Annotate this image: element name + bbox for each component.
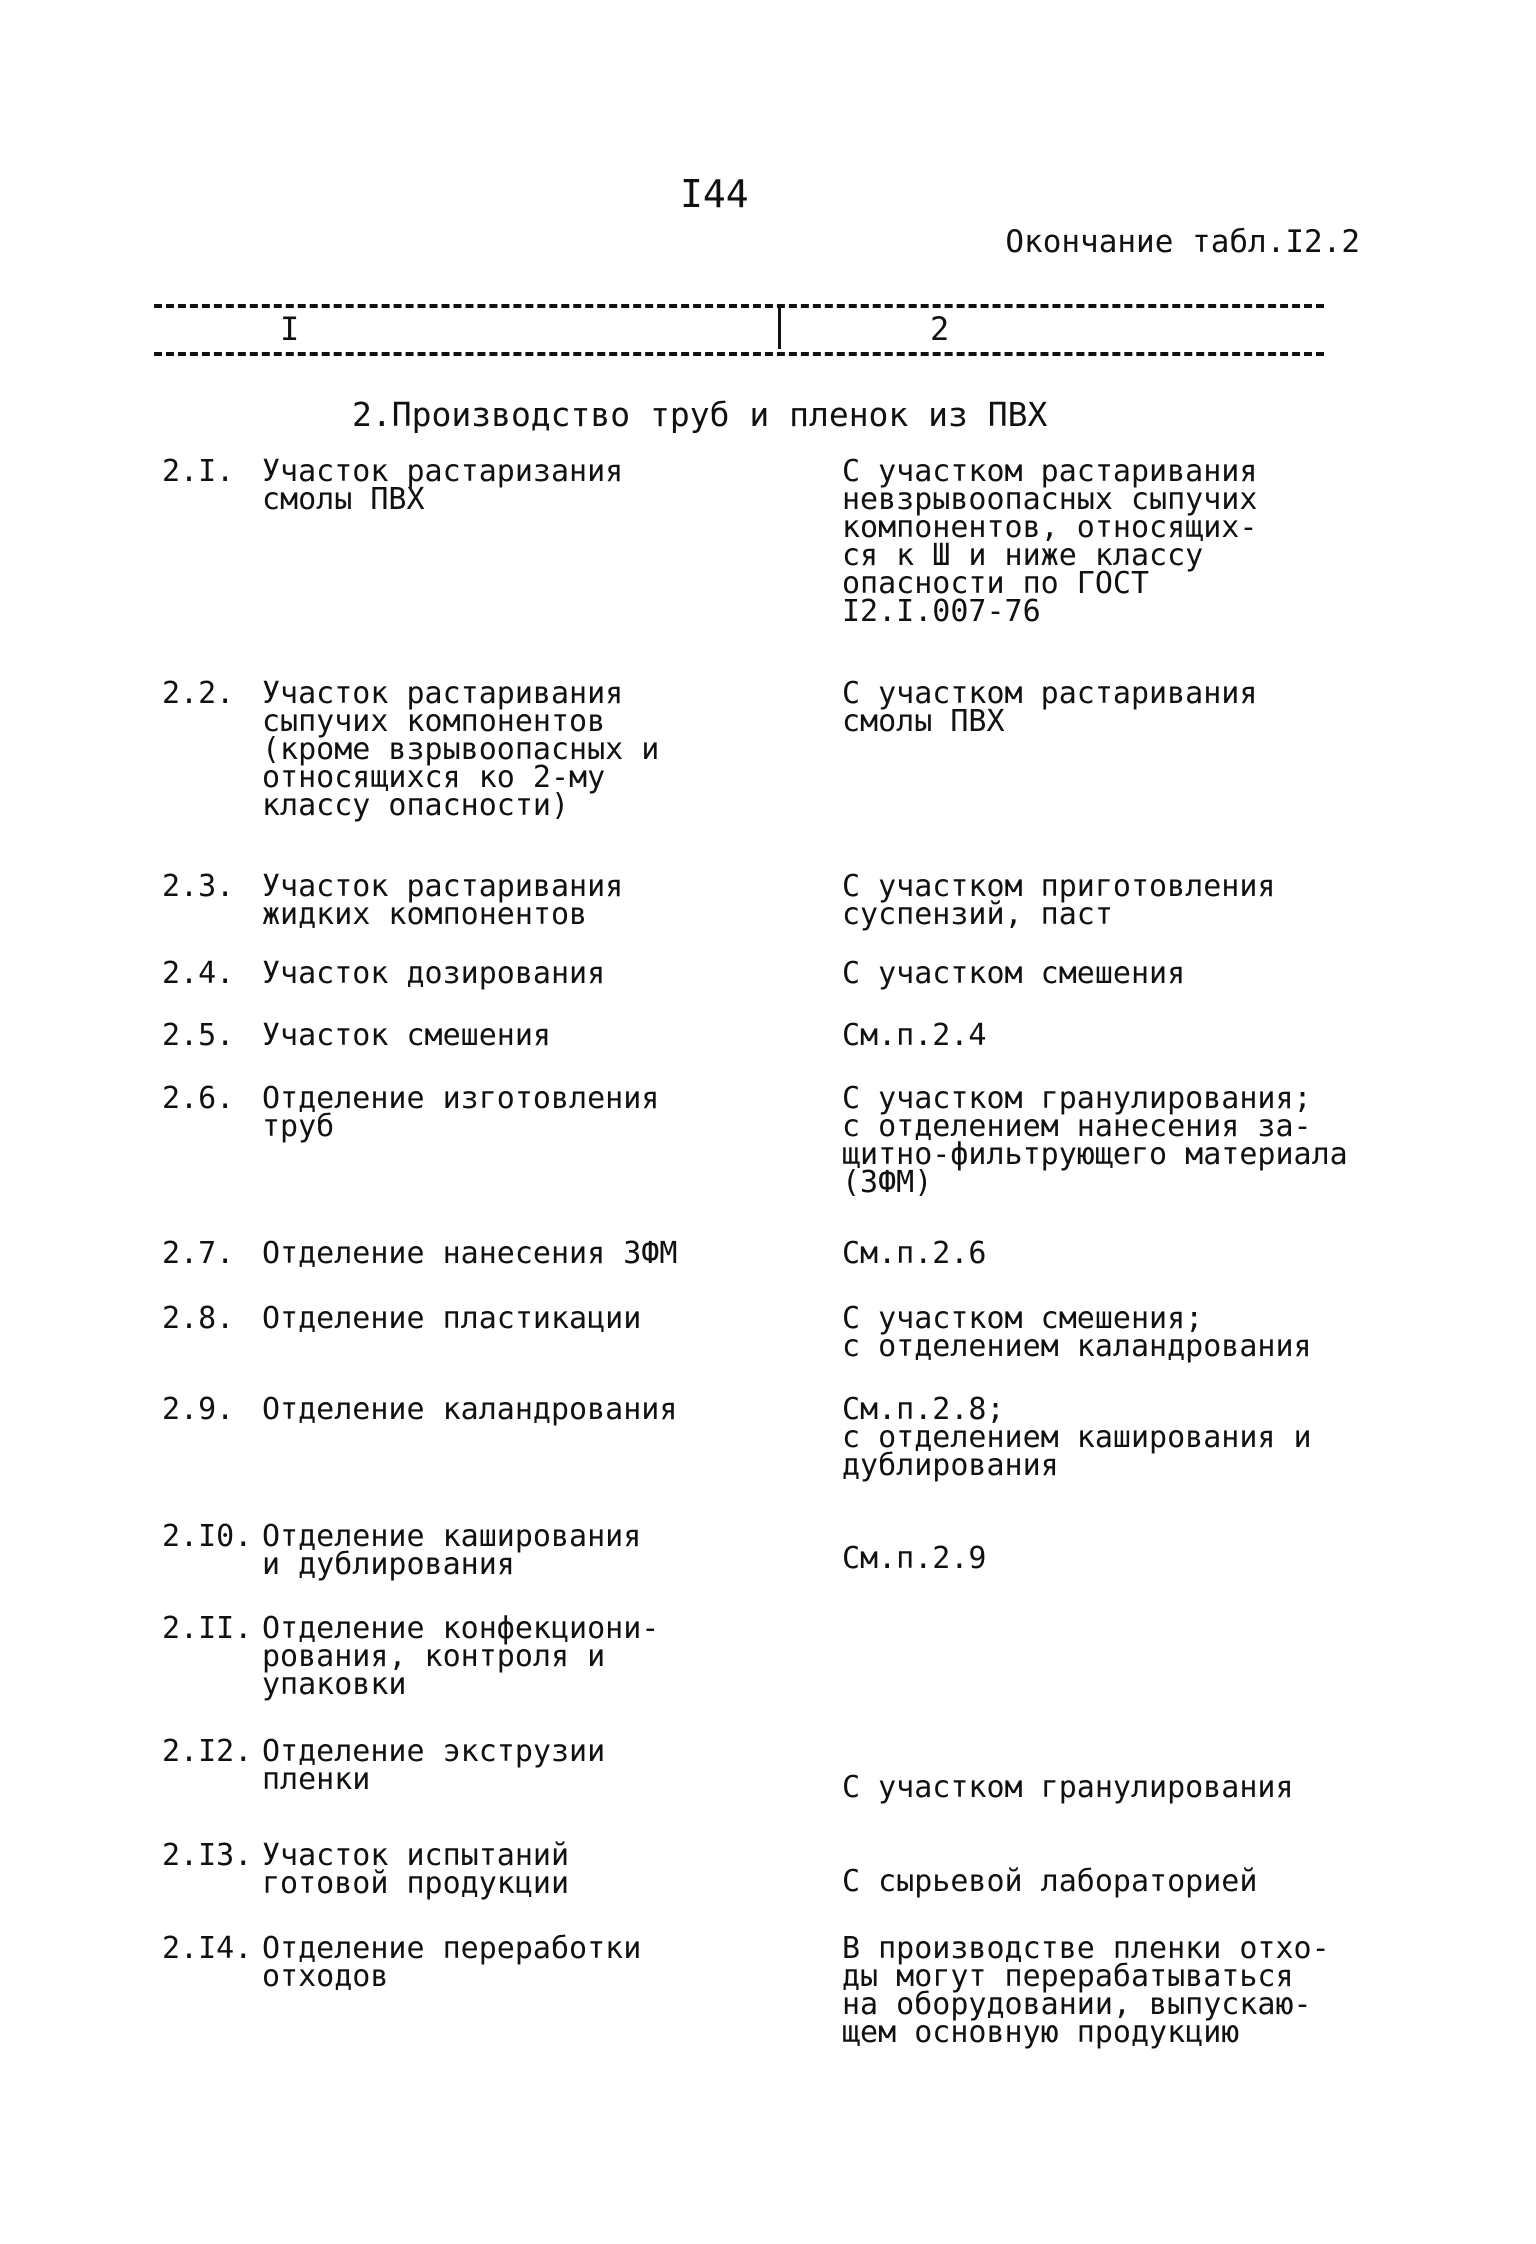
row-name: Отделение переработки отходов bbox=[262, 1931, 642, 1994]
column-separator bbox=[778, 305, 781, 349]
row-number: 2.I4. bbox=[162, 1931, 253, 1966]
row-number: 2.I2. bbox=[162, 1734, 253, 1769]
row-note: С участком смешения; с отделением каландрования bbox=[842, 1301, 1312, 1364]
row-note: См.п.2.6 bbox=[842, 1236, 987, 1271]
row-name: Участок испытаний готовой продукции bbox=[262, 1838, 570, 1901]
row-name: Участок растаривания жидких компонентов bbox=[262, 869, 624, 932]
row-note: С участком растаривания смолы ПВХ bbox=[842, 676, 1258, 739]
row-number: 2.4. bbox=[162, 956, 235, 991]
row-number: 2.7. bbox=[162, 1236, 235, 1271]
row-number: 2.5. bbox=[162, 1018, 235, 1053]
row-name: Участок растаризания смолы ПВХ bbox=[262, 454, 624, 517]
row-note: В производстве пленки отхо- ды могут перерабатываться на оборудовании, выпускаю- щем основную продукцию bbox=[842, 1931, 1330, 2050]
row-note: См.п.2.9 bbox=[842, 1541, 987, 1576]
row-number: 2.II. bbox=[162, 1611, 253, 1646]
row-number: 2.I. bbox=[162, 454, 235, 489]
row-name: Участок растаривания сыпучих компонентов (кроме взрывоопасных и относящихся ко 2-му классу опасности) bbox=[262, 676, 660, 823]
row-note: С сырьевой лабораторией bbox=[842, 1864, 1258, 1899]
row-name: Участок дозирования bbox=[262, 956, 606, 991]
row-name: Отделение каширования и дублирования bbox=[262, 1519, 642, 1582]
table-continuation-note: Окончание табл.I2.2 bbox=[1005, 224, 1360, 260]
row-number: 2.I3. bbox=[162, 1838, 253, 1873]
row-name: Отделение пластикации bbox=[262, 1301, 642, 1336]
page-number: I44 bbox=[680, 172, 749, 216]
row-name: Отделение каландрования bbox=[262, 1392, 678, 1427]
row-name: Отделение нанесения ЗФМ bbox=[262, 1236, 678, 1271]
row-note: С участком гранулирования bbox=[842, 1770, 1294, 1805]
row-number: 2.2. bbox=[162, 676, 235, 711]
row-number: 2.9. bbox=[162, 1392, 235, 1427]
row-number: 2.8. bbox=[162, 1301, 235, 1336]
row-number: 2.I0. bbox=[162, 1519, 253, 1554]
row-note: С участком смешения bbox=[842, 956, 1186, 991]
column-header-2: 2 bbox=[930, 310, 950, 348]
row-name: Отделение экструзии пленки bbox=[262, 1734, 606, 1797]
row-name: Отделение конфекциони- рования, контроля и упаковки bbox=[262, 1611, 660, 1702]
row-note: См.п.2.8; с отделением каширования и дублирования bbox=[842, 1392, 1312, 1483]
row-number: 2.6. bbox=[162, 1081, 235, 1116]
row-name: Отделение изготовления труб bbox=[262, 1081, 660, 1144]
table-top-rule bbox=[154, 304, 1324, 308]
row-number: 2.3. bbox=[162, 869, 235, 904]
column-header-1: I bbox=[280, 310, 300, 348]
row-note: См.п.2.4 bbox=[842, 1018, 987, 1053]
row-note: С участком растаривания невзрывоопасных сыпучих компонентов, относящих- ся к Ш и ниже классу опасности по ГОСТ I2.I.007-76 bbox=[842, 454, 1258, 629]
row-note: С участком гранулирования; с отделением нанесения за- щитно-фильтрующего материала (ЗФМ) bbox=[842, 1081, 1348, 1200]
row-name: Участок смешения bbox=[262, 1018, 551, 1053]
table-header-rule bbox=[154, 352, 1324, 356]
row-note: С участком приготовления суспензий, паст bbox=[842, 869, 1276, 932]
section-title: 2.Производство труб и пленок из ПВХ bbox=[352, 395, 1048, 434]
